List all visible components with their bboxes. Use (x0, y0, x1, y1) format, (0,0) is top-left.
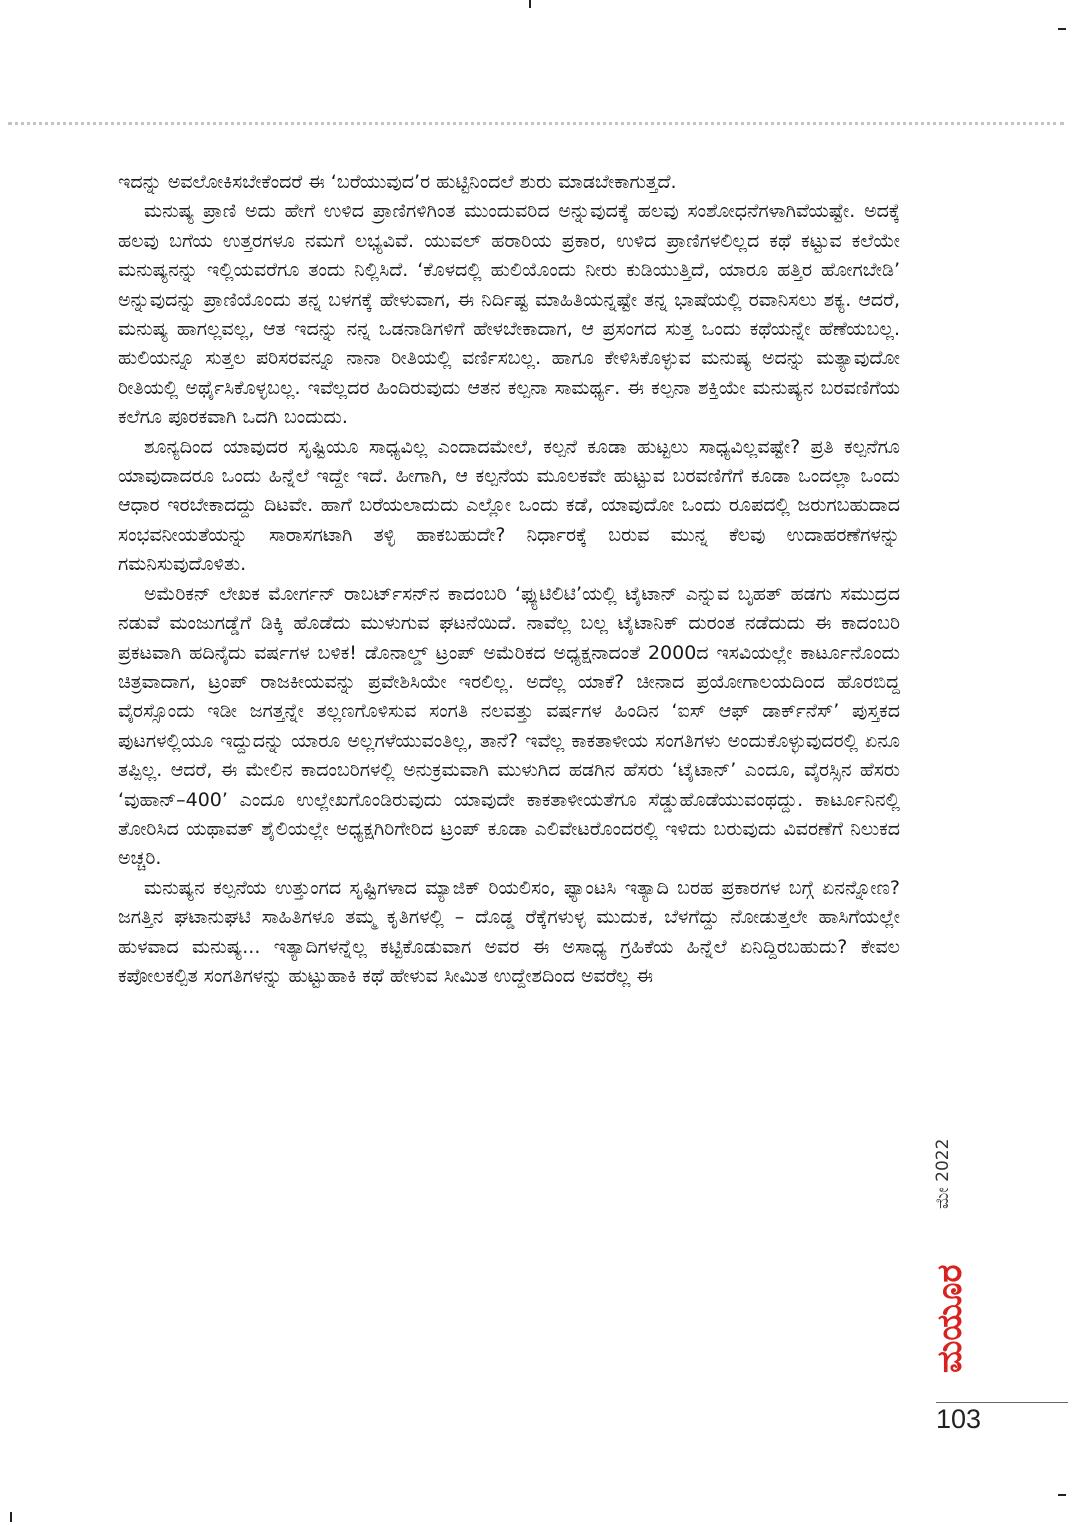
issue-date: ಮೇ 2022 (933, 1138, 953, 1210)
page-number: 103 (936, 1404, 982, 1434)
magazine-logo: ಮಯೂರ (930, 1264, 970, 1374)
crop-mark-top-right (1058, 28, 1066, 30)
header-dotted-rule (8, 122, 1064, 125)
footer-rule (936, 1402, 1068, 1403)
article-body (118, 168, 900, 991)
crop-mark-bottom-left (10, 1512, 12, 1522)
crop-mark-bottom-right (1058, 1494, 1066, 1496)
magazine-side-label (925, 1110, 975, 1400)
article-paragraph: ಶೂನ್ಯದಿಂದ ಯಾವುದರ ಸೃಷ್ಟಿಯೂ ಸಾಧ್ಯವಿಲ್ಲ ಎಂದಾದಮೇಲೆ, ಕಲ್ಪನೆ ಕೂಡಾ ಹುಟ್ಟಲು ಸಾಧ್ಯವಿಲ್ಲವಷ್ಟೇ? ಪ್ರತಿ ಕಲ್ಪನೆಗೂ ಯಾವುದಾದರೂ ಒಂದು ಹಿನ್ನೆಲೆ ಇದ್ದೇ ಇದೆ. ಹೀಗಾಗಿ, ಆ ಕಲ್ಪನೆಯ ಮೂಲಕವೇ ಹುಟ್ಟುವ ಬರವಣಿಗೆಗೆ ಕೂಡಾ ಒಂದಲ್ಲಾ ಒಂದು ಆಧಾರ ಇರಬೇಕಾದದ್ದು ದಿಟವೇ. ಹಾಗೆ ಬರೆಯಲಾದುದು ಎಲ್ಲೋ ಒಂದು ಕಡೆ, ಯಾವುದೋ ಒಂದು ರೂಪದಲ್ಲಿ ಜರುಗಬಹುದಾದ ಸಂಭವನೀಯತೆಯನ್ನು ಸಾರಾಸಗಟಾಗಿ ತಳ್ಳಿ ಹಾಕಬಹುದೇ? ನಿರ್ಧಾರಕ್ಕೆ ಬರುವ ಮುನ್ನ ಕೆಲವು ಉದಾಹರಣೆಗಳನ್ನು ಗಮನಿಸುವುದೊಳಿತು. (118, 435, 900, 576)
article-paragraph: ಮನುಷ್ಯನ ಕಲ್ಪನೆಯ ಉತ್ತುಂಗದ ಸೃಷ್ಟಿಗಳಾದ ಮ್ಯಾಜಿಕ್ ರಿಯಲಿಸಂ, ಫ್ಯಾಂಟಸಿ ಇತ್ಯಾದಿ ಬರಹ ಪ್ರಕಾರಗಳ ಬಗ್ಗೆ ಏನನ್ನೋಣ? ಜಗತ್ತಿನ ಘಟಾನುಘಟಿ ಸಾಹಿತಿಗಳೂ ತಮ್ಮ ಕೃತಿಗಳಲ್ಲಿ – ದೊಡ್ಡ ರೆಕ್ಕೆಗಳುಳ್ಳ ಮುದುಕ, ಬೆಳಗೆದ್ದು ನೋಡುತ್ತಲೇ ಹಾಸಿಗೆಯಲ್ಲೇ ಹುಳವಾದ ಮನುಷ್ಯ... ಇತ್ಯಾದಿಗಳನ್ನೆಲ್ಲ ಕಟ್ಟಿಕೊಡುವಾಗ ಅವರ ಈ ಅಸಾಧ್ಯ ಗ್ರಹಿಕೆಯ ಹಿನ್ನೆಲೆ ಏನಿದ್ದಿರಬಹುದು? ಕೇವಲ ಕಪೋಲಕಲ್ಪಿತ ಸಂಗತಿಗಳನ್ನು ಹುಟ್ಟುಹಾಕಿ ಕಥೆ ಹೇಳುವ ಸೀಮಿತ ಉದ್ದೇಶದಿಂದ ಅವರೆಲ್ಲ ಈ (118, 876, 900, 987)
article-paragraph: ಅಮೆರಿಕನ್ ಲೇಖಕ ಮೋರ್ಗನ್ ರಾಬರ್ಟ್‌ಸನ್‌ನ ಕಾದಂಬರಿ ‘ಫ್ಯುಟಿಲಿಟಿ’ಯಲ್ಲಿ ಟೈಟಾನ್ ಎನ್ನುವ ಬೃಹತ್ ಹಡಗು ಸಮುದ್ರದ ನಡುವೆ ಮಂಜುಗಡ್ಡೆಗೆ ಡಿಕ್ಕಿ ಹೊಡೆದು ಮುಳುಗುವ ಘಟನೆಯಿದೆ. ನಾವೆಲ್ಲ ಬಲ್ಲ ಟೈಟಾನಿಕ್ ದುರಂತ ನಡೆದುದು ಈ ಕಾದಂಬರಿ ಪ್ರಕಟವಾಗಿ ಹದಿನೈದು ವರ್ಷಗಳ ಬಳಿಕ! ಡೊನಾಲ್ಡ್ ಟ್ರಂಪ್ ಅಮೆರಿಕದ ಅಧ್ಯಕ್ಷನಾದಂತೆ 2000ದ ಇಸವಿಯಲ್ಲೇ ಕಾರ್ಟೂನೊಂದು ಚಿತ್ರವಾದಾಗ, ಟ್ರಂಪ್ ರಾಜಕೀಯವನ್ನು ಪ್ರವೇಶಿಸಿಯೇ ಇರಲಿಲ್ಲ. ಅದೆಲ್ಲ ಯಾಕೆ? ಚೀನಾದ ಪ್ರಯೋಗಾಲಯದಿಂದ ಹೊರಬಿದ್ದ ವೈರಸ್ಸೊಂದು ಇಡೀ ಜಗತ್ತನ್ನೇ ತಲ್ಲಣಗೊಳಿಸುವ ಸಂಗತಿ ನಲವತ್ತು ವರ್ಷಗಳ ಹಿಂದಿನ ‘ಐಸ್ ಆಫ್ ಡಾರ್ಕ್‌ನೆಸ್’ ಪುಸ್ತಕದ ಪುಟಗಳಲ್ಲಿಯೂ ಇದ್ದುದನ್ನು ಯಾರೂ ಅಲ್ಲಗಳೆಯುವಂತಿಲ್ಲ, ತಾನೆ? ಇವೆಲ್ಲ ಕಾಕತಾಳೀಯ ಸಂಗತಿಗಳು ಅಂದುಕೊಳ್ಳುವುದರಲ್ಲಿ ಏನೂ ತಪ್ಪಿಲ್ಲ. ಆದರೆ, ಈ ಮೇಲಿನ ಕಾದಂಬರಿಗಳಲ್ಲಿ ಅನುಕ್ರಮವಾಗಿ ಮುಳುಗಿದ ಹಡಗಿನ ಹೆಸರು ‘ಟೈಟಾನ್’ ಎಂದೂ, ವೈರಸ್ಸಿನ ಹೆಸರು ‘ವುಹಾನ್–400’ ಎಂದೂ ಉಲ್ಲೇಖಗೊಂಡಿರುವುದು ಯಾವುದೇ ಕಾಕತಾಳೀಯತೆಗೂ ಸೆಡ್ಡುಹೊಡೆಯುವಂಥದ್ದು. ಕಾರ್ಟೂನಿನಲ್ಲಿ ತೋರಿಸಿದ ಯಥಾವತ್ ಶೈಲಿಯಲ್ಲೇ ಅಧ್ಯಕ್ಷಗಿರಿಗೇರಿದ ಟ್ರಂಪ್ ಕೂಡಾ ಎಲಿವೇಟರೊಂದರಲ್ಲಿ ಇಳಿದು ಬರುವುದು ವಿವರಣೆಗೆ ನಿಲುಕದ ಅಚ್ಚರಿ. (118, 582, 900, 870)
article-paragraph: ಮನುಷ್ಯ ಪ್ರಾಣಿ ಅದು ಹೇಗೆ ಉಳಿದ ಪ್ರಾಣಿಗಳಿಗಿಂತ ಮುಂದುವರಿದ ಅನ್ನುವುದಕ್ಕೆ ಹಲವು ಸಂಶೋಧನೆಗಳಾಗಿವೆಯಷ್ಟೇ. ಅದಕ್ಕೆ ಹಲವು ಬಗೆಯ ಉತ್ತರಗಳೂ ನಮಗೆ ಲಭ್ಯವಿವೆ. ಯುವಲ್ ಹರಾರಿಯ ಪ್ರಕಾರ, ಉಳಿದ ಪ್ರಾಣಿಗಳಲಿಲ್ಲದ ಕಥೆ ಕಟ್ಟುವ ಕಲೆಯೇ ಮನುಷ್ಯನನ್ನು ಇಲ್ಲಿಯವರೆಗೂ ತಂದು ನಿಲ್ಲಿಸಿದೆ. ‘ಕೊಳದಲ್ಲಿ ಹುಲಿಯೊಂದು ನೀರು ಕುಡಿಯುತ್ತಿದೆ, ಯಾರೂ ಹತ್ತಿರ ಹೋಗಬೇಡಿ’ ಅನ್ನುವುದನ್ನು ಪ್ರಾಣಿಯೊಂದು ತನ್ನ ಬಳಗಕ್ಕೆ ಹೇಳುವಾಗ, ಈ ನಿರ್ದಿಷ್ಟ ಮಾಹಿತಿಯನ್ನಷ್ಟೇ ತನ್ನ ಭಾಷೆಯಲ್ಲಿ ರವಾನಿಸಲು ಶಕ್ಯ. ಆದರೆ, ಮನುಷ್ಯ ಹಾಗಲ್ಲವಲ್ಲ, ಆತ ಇದನ್ನು ನನ್ನ ಒಡನಾಡಿಗಳಿಗೆ ಹೇಳಬೇಕಾದಾಗ, ಆ ಪ್ರಸಂಗದ ಸುತ್ತ ಒಂದು ಕಥೆಯನ್ನೇ ಹೆಣೆಯಬಲ್ಲ. ಹುಲಿಯನ್ನೂ ಸುತ್ತಲ ಪರಿಸರವನ್ನೂ ನಾನಾ ರೀತಿಯಲ್ಲಿ ವರ್ಣಿಸಬಲ್ಲ. ಹಾಗೂ ಕೇಳಿಸಿಕೊಳ್ಳುವ ಮನುಷ್ಯ ಅದನ್ನು ಮತ್ಯಾವುದೋ ರೀತಿಯಲ್ಲಿ ಅರ್ಥೈಸಿಕೊಳ್ಳಬಲ್ಲ. ಇವೆಲ್ಲದರ ಹಿಂದಿರುವುದು ಆತನ ಕಲ್ಪನಾ ಸಾಮರ್ಥ್ಯ. ಈ ಕಲ್ಪನಾ ಶಕ್ತಿಯೇ ಮನುಷ್ಯನ ಬರವಣಿಗೆಯ ಕಲೆಗೂ ಪೂರಕವಾಗಿ ಒದಗಿ ಬಂದುದು. (118, 200, 900, 429)
article-paragraph: ಇದನ್ನು ಅವಲೋಕಿಸಬೇಕೆಂದರೆ ಈ ‘ಬರೆಯುವುದ’ರ ಹುಟ್ಟಿನಿಂದಲೆ ಶುರು ಮಾಡಬೇಕಾಗುತ್ತದೆ. (118, 171, 677, 193)
crop-mark-top-center (529, 0, 531, 8)
